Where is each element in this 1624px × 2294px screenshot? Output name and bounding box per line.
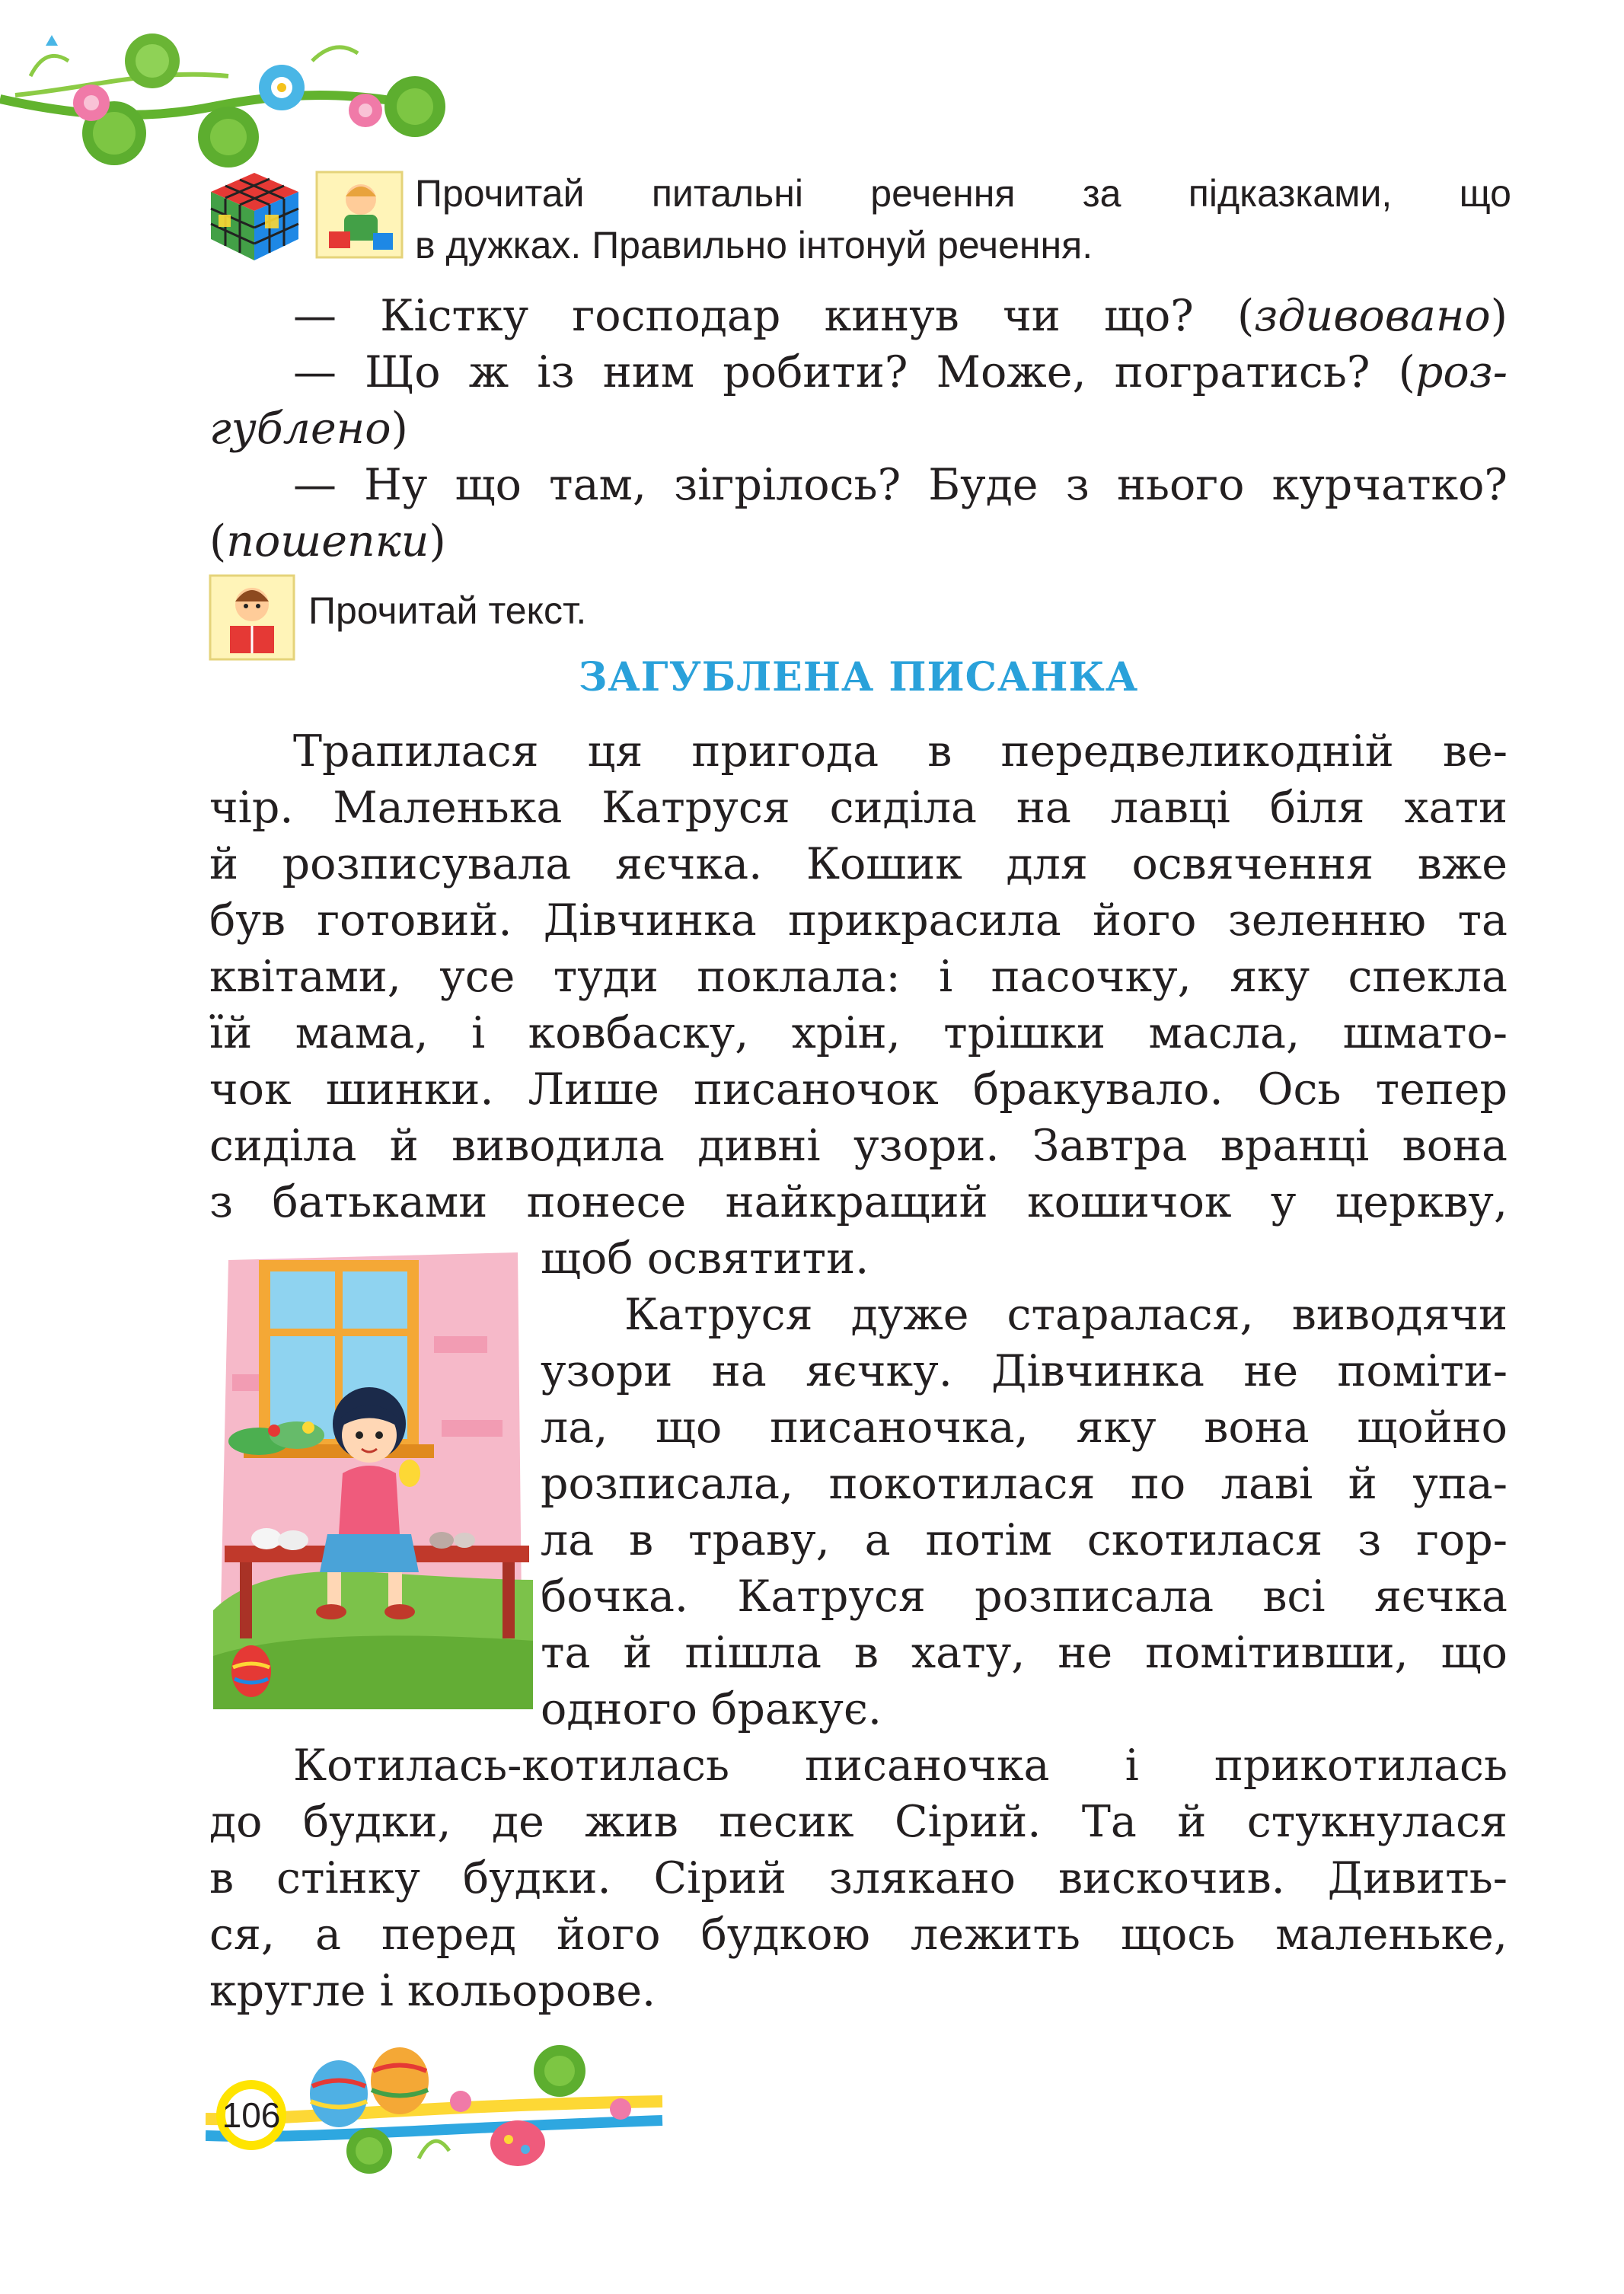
intonation-hint: здивовано bbox=[1254, 291, 1491, 341]
story-line: щоб освятити. bbox=[541, 1233, 869, 1284]
story-line: Катруся дуже старалася, виводячи bbox=[624, 1290, 1508, 1340]
story-line: чок шинки. Лише писаночок бракувало. Ось тепер bbox=[209, 1064, 1508, 1115]
story-line: бочка. Катруся розписала всі яєчка bbox=[541, 1571, 1508, 1622]
question-line-2 bbox=[209, 344, 1508, 400]
story-line: ла в траву, а потім скотилася з гор- bbox=[541, 1515, 1508, 1565]
story-line: ла, що писаночка, яку вона щойно bbox=[541, 1402, 1508, 1453]
story-title: ЗАГУБЛЕНА ПИСАНКА bbox=[578, 654, 1139, 700]
story-line: кругле і кольорове. bbox=[209, 1966, 656, 2016]
task1-instruction-line1: Прочитай питальні речення за підказками, що bbox=[415, 172, 1511, 215]
bracket: ( bbox=[209, 516, 227, 566]
story-line: в стінку будки. Сірий злякано вискочив. Дивить- bbox=[209, 1853, 1508, 1903]
story-line: до будки, де жив песик Сірий. Та й стукнулася bbox=[209, 1797, 1508, 1847]
story-line: був готовий. Дівчинка прикрасила його зеленню та bbox=[209, 895, 1508, 946]
intonation-hint: гублено bbox=[209, 404, 391, 454]
story-line: квітами, усе туди поклала: і пасочку, яку спекла bbox=[209, 952, 1508, 1002]
story-line: з батьками понесе найкращий кошичок у церкву, bbox=[209, 1177, 1508, 1227]
question-line-3: — Ну що там, зігрілось? Буде з нього курчатко? bbox=[293, 460, 1508, 510]
story-line: одного бракує. bbox=[541, 1684, 882, 1734]
question-text: — Що ж із ним робити? Може, погратись? ( bbox=[293, 347, 1415, 397]
top-floral-decoration bbox=[0, 15, 457, 168]
story-line: Трапилася ця пригода в передвеликодній ве- bbox=[293, 726, 1508, 777]
story-line: сиділа й виводила дивні узори. Завтра вранці вона bbox=[209, 1121, 1508, 1171]
question-text: — Кістку господар кинув чи що? ( bbox=[293, 291, 1255, 341]
story-line: чір. Маленька Катруся сиділа на лавці біля хати bbox=[209, 783, 1508, 833]
task1-instruction-line2: в дужках. Правильно інтонуй речення. bbox=[415, 224, 1093, 266]
bracket: ) bbox=[429, 516, 446, 566]
page-number: 106 bbox=[222, 2095, 281, 2135]
story-line: ся, а перед його будкою лежить щось маленьке, bbox=[209, 1910, 1508, 1960]
story-line: й розписувала яєчка. Кошик для освячення вже bbox=[209, 839, 1508, 889]
bracket: ) bbox=[1490, 291, 1508, 341]
child-playing-icon bbox=[314, 169, 405, 260]
girl-painting-eggs-illustration bbox=[213, 1245, 533, 1709]
question-line-3-cont bbox=[209, 513, 1508, 570]
story-line: їй мама, і ковбаску, хрін, трішки масла, шмато- bbox=[209, 1008, 1508, 1058]
bracket: ) bbox=[391, 404, 408, 454]
question-line-2-cont bbox=[209, 400, 1508, 457]
task2-instruction: Прочитай текст. bbox=[308, 589, 587, 632]
story-line: Котилась-котилась писаночка і прикотилась bbox=[293, 1740, 1508, 1791]
rubiks-cube-icon bbox=[207, 169, 302, 264]
story-line: та й пішла в хату, не помітивши, що bbox=[541, 1628, 1508, 1678]
story-line: узори на яєчку. Дівчинка не поміти- bbox=[541, 1346, 1508, 1396]
intonation-hint: пошепки bbox=[226, 516, 429, 566]
child-reading-icon bbox=[207, 573, 297, 662]
intonation-hint: роз- bbox=[1415, 347, 1508, 397]
question-line-1 bbox=[209, 288, 1508, 344]
story-line: розписала, покотилася по лаві й упа- bbox=[541, 1459, 1508, 1509]
